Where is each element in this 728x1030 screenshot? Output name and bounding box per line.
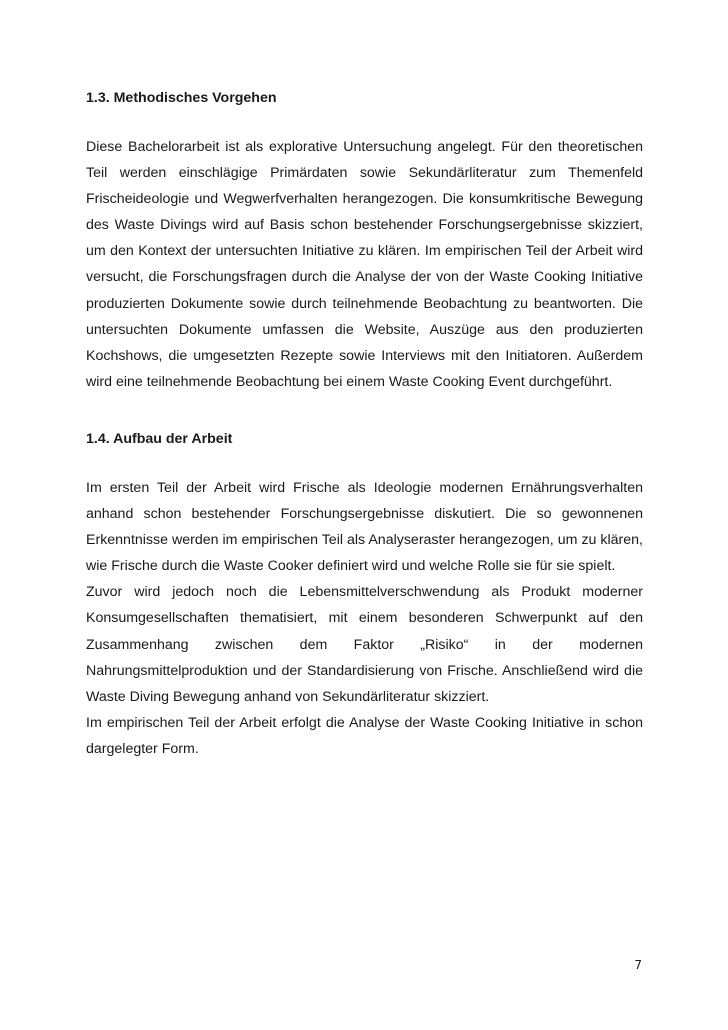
- paragraph-aufbau-1: Im ersten Teil der Arbeit wird Frische als Ideologie modernen Ernährungsverhalten anhand schon bestehender Forschungsergebnisse diskutiert. Die so gewonnenen Erkenntnisse werden im empirischen Teil als Analyseraster herangezogen, um zu klären, wie Frische durch die Waste Cooker definiert wird und welche Rolle sie für sie spielt.: [86, 479, 643, 575]
- spacer: [86, 395, 643, 429]
- section-heading-methodisches-vorgehen: 1.3. Methodisches Vorgehen: [86, 90, 277, 106]
- paragraph-methodisches-vorgehen: Diese Bachelorarbeit ist als explorative Untersuchung angelegt. Für den theoretischen Teil werden einschlägige Primärdaten sowie Sekundärliteratur zum Themenfeld Frischeideologie und Wegwerfverhalten herangezogen. Die konsumkritische Bewegung des Waste Divings wird auf Basis schon bestehender Forschungsergebnisse skizziert, um den Kontext der untersuchten Initiative zu klären. Im empirischen Teil der Arbeit wird versucht, die Forschungsfragen durch die Analyse der von der Waste Cooking Initiative produzierten Dokumente sowie durch teilnehmende Beobachtung zu beantworten. Die untersuchten Dokumente umfassen die Website, Auszüge aus den produzierten Kochshows, die umgesetzten Rezepte sowie Interviews mit den Initiatoren. Außerdem wird eine teilnehmende Beobachtung bei einem Waste Cooking Event durchgeführt.: [86, 139, 643, 390]
- paragraph-aufbau-3: Im empirischen Teil der Arbeit erfolgt die Analyse der Waste Cooking Initiative in schon dargelegter Form.: [86, 714, 643, 757]
- page-number: 7: [634, 958, 642, 972]
- page-content: [86, 88, 643, 762]
- section-heading-aufbau-der-arbeit: 1.4. Aufbau der Arbeit: [86, 430, 233, 447]
- paragraph-aufbau-2: Zuvor wird jedoch noch die Lebensmittelverschwendung als Produkt moderner Konsumgesellschaften thematisiert, mit einem besonderen Schwerpunkt auf den Zusammenhang zwischen dem Faktor „Risiko“ in der modernen Nahrungsmittelproduktion und der Standardisierung von Frische. Anschließend wird die Waste Diving Bewegung anhand von Sekundärliteratur skizziert.: [86, 584, 643, 705]
- spacer: [86, 449, 643, 475]
- spacer: [86, 108, 643, 134]
